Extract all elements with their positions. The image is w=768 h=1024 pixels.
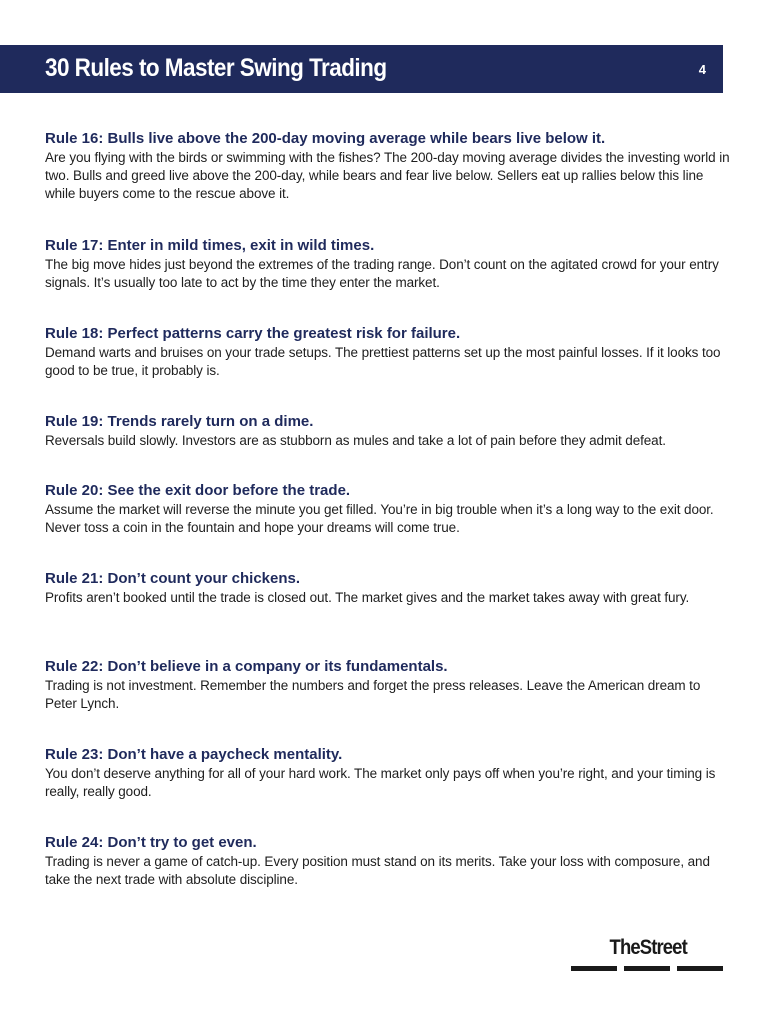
rule-title: Rule 22: Don’t believe in a company or its fundamentals. xyxy=(45,658,448,675)
rule-body: The big move hides just beyond the extremes of the trading range. Don’t count on the agitated crowd for your entry signals. It’s usually too late to act by the time they enter the market. xyxy=(45,257,719,290)
thestreet-logo xyxy=(571,936,723,976)
header-band xyxy=(0,45,723,93)
logo-wordmark: TheStreet xyxy=(609,936,687,959)
rule-title: Rule 16: Bulls live above the 200-day moving average while bears live below it. xyxy=(45,130,606,147)
rule-body: Profits aren’t booked until the trade is closed out. The market gives and the market takes away with great fury. xyxy=(45,590,690,605)
rule-21 xyxy=(45,569,730,607)
rule-title: Rule 21: Don’t count your chickens. xyxy=(45,570,301,587)
rule-title: Rule 23: Don’t have a paycheck mentality. xyxy=(45,746,343,763)
rule-body: Assume the market will reverse the minute you get filled. You’re in big trouble when it’s a long way to the exit door. Never toss a coin in the fountain and hope your dreams will come true. xyxy=(45,502,714,535)
rule-18 xyxy=(45,324,730,380)
rule-body: Are you flying with the birds or swimming with the fishes? The 200-day moving average divides the investing world in two. Bulls and greed live above the 200-day, while bears and fear live below. Sellers eat up rallies below this line while buyers come to the rescue above it. xyxy=(45,150,730,201)
page-number: 4 xyxy=(698,62,706,77)
rule-body: Demand warts and bruises on your trade setups. The prettiest patterns set up the most painful losses. If it looks too good to be true, it probably is. xyxy=(45,345,721,378)
rule-20 xyxy=(45,481,730,537)
rule-body: Trading is not investment. Remember the numbers and forget the press releases. Leave the American dream to Peter Lynch. xyxy=(45,678,701,711)
rule-title: Rule 20: See the exit door before the trade. xyxy=(45,482,351,499)
rule-24 xyxy=(45,833,730,889)
rule-title: Rule 18: Perfect patterns carry the greatest risk for failure. xyxy=(45,325,461,342)
rule-title: Rule 24: Don’t try to get even. xyxy=(45,834,257,851)
logo-bar xyxy=(571,966,617,971)
rule-19 xyxy=(45,412,730,450)
rule-16 xyxy=(45,129,730,203)
rule-title: Rule 19: Trends rarely turn on a dime. xyxy=(45,413,314,430)
rule-body: Trading is never a game of catch-up. Every position must stand on its merits. Take your loss with composure, and take the next trade with absolute discipline. xyxy=(45,854,710,887)
rule-17 xyxy=(45,236,730,292)
rule-22 xyxy=(45,657,730,713)
rule-title: Rule 17: Enter in mild times, exit in wild times. xyxy=(45,237,375,254)
document-title: 30 Rules to Master Swing Trading xyxy=(45,54,387,82)
logo-bar xyxy=(677,966,723,971)
rule-body: Reversals build slowly. Investors are as stubborn as mules and take a lot of pain before they admit defeat. xyxy=(45,433,666,448)
rule-body: You don’t deserve anything for all of your hard work. The market only pays off when you’re right, and your timing is really, really good. xyxy=(45,766,716,799)
logo-bar xyxy=(624,966,670,971)
rule-23 xyxy=(45,745,730,801)
